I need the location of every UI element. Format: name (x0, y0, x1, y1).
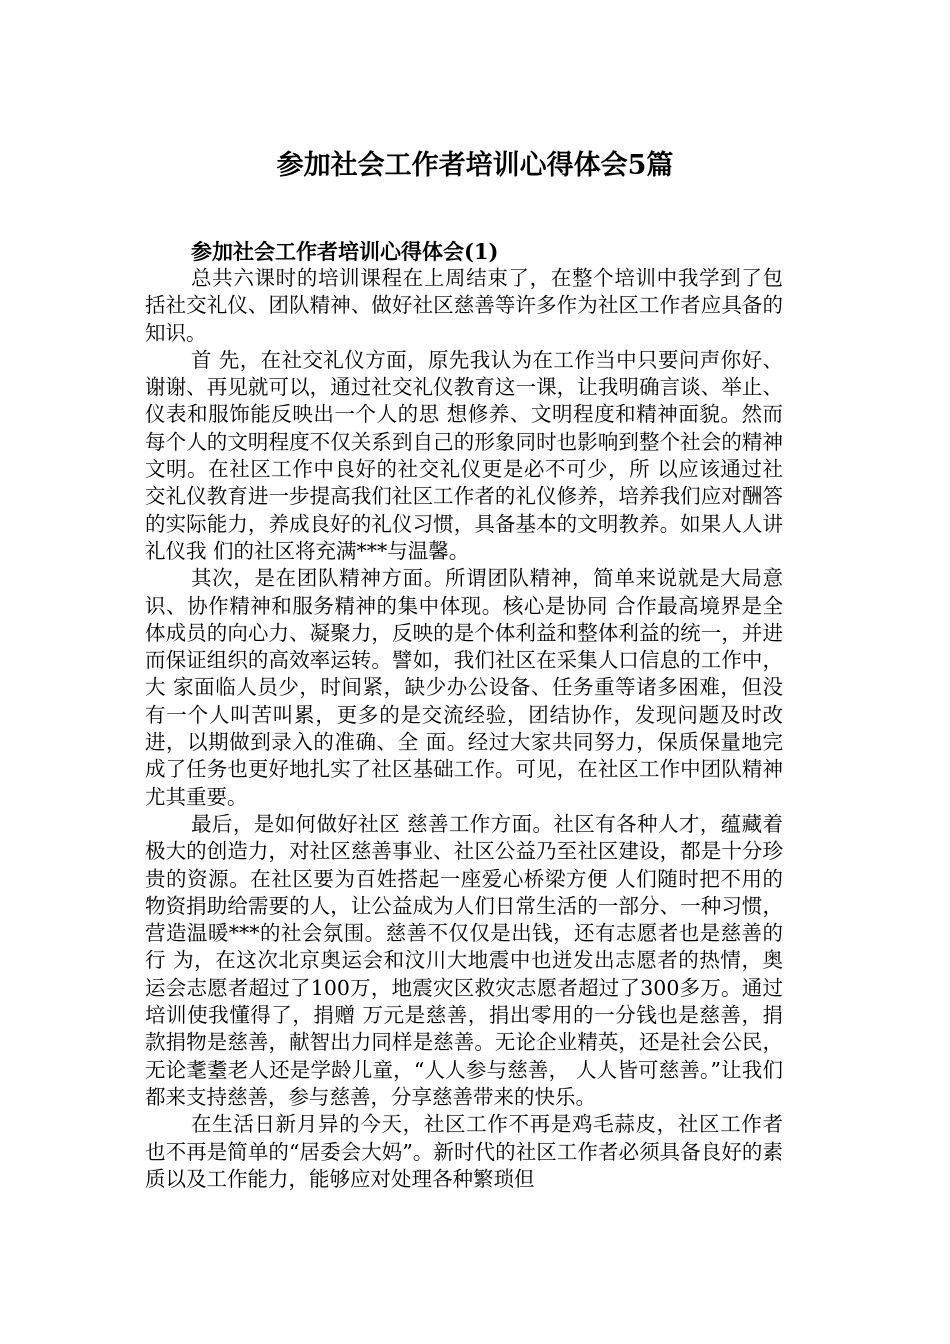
document-body (145, 238, 783, 1193)
paragraph-etiquette: 首 先，在社交礼仪方面，原先我认为在工作当中只要问声你好、谢谢、再见就可以，通过社交礼仪教育这一课，让我明确言谈、举止、仪表和服饰能反映出一个人的思 想修养、文明程度和精神面貌。然而每个人的文明程度不仅关系到自己的形象同时也影响到整个社会的精神文明。在社区工作中良好的社交礼仪更是必不可少，所 以应该通过社交礼仪教育进一步提高我们社区工作者的礼仪修养，培养我们应对酬答的实际能力，养成良好的礼仪习惯，具备基本的文明教养。如果人人讲礼仪我 们的社区将充满***与温馨。 (145, 347, 783, 563)
section-heading: 参加社会工作者培训心得体会(1) (191, 239, 499, 264)
paragraph-teamwork: 其次，是在团队精神方面。所谓团队精神，简单来说就是大局意识、协作精神和服务精神的集中体现。核心是协同 合作最高境界是全体成员的向心力、凝聚力，反映的是个体利益和整体利益的统一，并进而保证组织的高效率运转。譬如，我们社区在采集人口信息的工作中，大 家面临人员少，时间紧，缺少办公设备、任务重等诸多困难，但没有一个人叫苦叫累，更多的是交流经验，团结协作，发现问题及时改进，以期做到录入的准确、全 面。经过大家共同努力，保质保量地完成了任务也更好地扎实了社区基础工作。可见，在社区工作中团队精神尤其重要。 (145, 566, 783, 809)
paragraph-charity: 最后，是如何做好社区 慈善工作方面。社区有各种人才，蕴藏着极大的创造力，对社区慈善事业、社区公益乃至社区建设，都是十分珍贵的资源。在社区要为百姓搭起一座爱心桥梁方便 人们随时把不用的物资捐助给需要的人，让公益成为人们日常生活的一部分、一种习惯，营造温暖***的社会氛围。慈善不仅仅是出钱，还有志愿者也是慈善的行 为，在这次北京奥运会和汶川大地震中也迸发出志愿者的热情，奥运会志愿者超过了100万，地震灾区救灾志愿者超过了300多万。通过培训使我懂得了，捐赠 万元是慈善，捐出零用的一分钱也是慈善，捐款捐物是慈善，献智出力同样是慈善。无论企业精英，还是社会公民，无论耄耋老人还是学龄儿童，“人人参与慈善， 人人皆可慈善。”让我们都来支持慈善，参与慈善，分享慈善带来的快乐。 (145, 811, 783, 1109)
paragraph-intro: 总共六课时的培训课程在上周结束了，在整个培训中我学到了包括社交礼仪、团队精神、做好社区慈善等许多作为社区工作者应具备的知识。 (145, 266, 783, 345)
document-title: 参加社会工作者培训心得体会5篇 (276, 150, 674, 181)
paragraph-conclusion: 在生活日新月异的今天，社区工作不再是鸡毛蒜皮，社区工作者也不再是简单的“居委会大妈”。新时代的社区工作者必须具备良好的素质以及工作能力，能够应对处理各种繁琐但 (145, 1112, 783, 1191)
